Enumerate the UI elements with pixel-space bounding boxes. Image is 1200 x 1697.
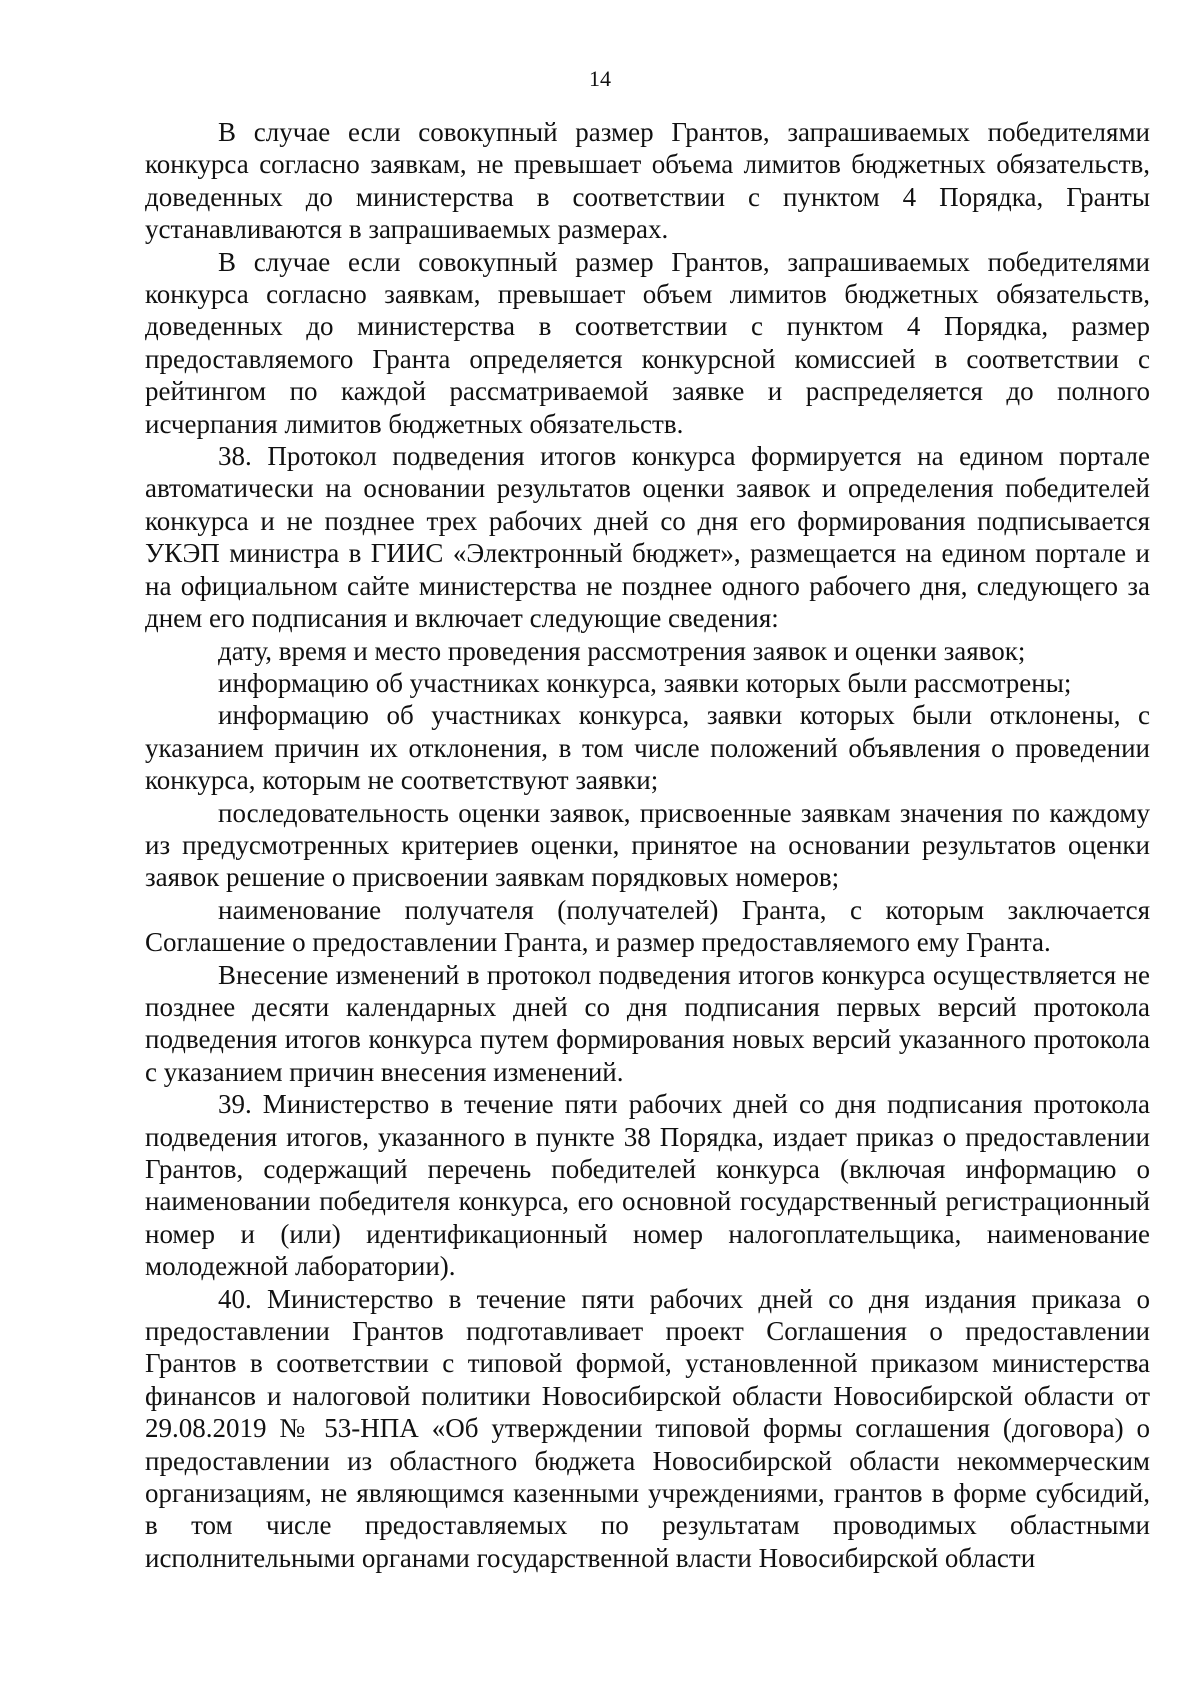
- paragraph: информацию об участниках конкурса, заявки которых были рассмотрены;: [218, 667, 1072, 698]
- document-body: [145, 116, 1150, 1574]
- paragraph: 38. Протокол подведения итогов конкурса формируется на едином портале автоматически на основании результатов оценки заявок и определения победителей конкурса и не позднее трех рабочих дней со дня его формирования подписывается УКЭП министра в ГИИС «Электронный бюджет», размещается на едином портале и на официальном сайте министерства не позднее одного рабочего дня, следующего за днем его подписания и включает следующие сведения:: [145, 441, 1150, 634]
- paragraph: В случае если совокупный размер Грантов, запрашиваемых победителями конкурса согласно заявкам, не превышает объема лимитов бюджетных обязательств, доведенных до министерства в соответствии с пунктом 4 Порядка, Гранты устанавливаются в запрашиваемых размерах.: [145, 117, 1150, 245]
- paragraph: 40. Министерство в течение пяти рабочих дней со дня издания приказа о предоставлении Грантов подготавливает проект Соглашения о предоставлении Грантов в соответствии с типовой формой, установленной приказом министерства финансов и налоговой политики Новосибирской области Новосибирской области от 29.08.2019 № 53-НПА «Об утверждении типовой формы соглашения (договора) о предоставлении из областного бюджета Новосибирской области некоммерческим организациям, не являющимся казенными учреждениями, грантов в форме субсидий, в том числе предоставляемых по результатам проводимых областными исполнительными органами государственной власти Новосибирской области: [145, 1283, 1150, 1573]
- paragraph: наименование получателя (получателей) Гранта, с которым заключается Соглашение о предоставлении Гранта, и размер предоставляемого ему Гранта.: [145, 894, 1150, 958]
- paragraph: дату, время и место проведения рассмотрения заявок и оценки заявок;: [218, 635, 1026, 666]
- page-number: 14: [589, 66, 611, 91]
- paragraph: Внесение изменений в протокол подведения итогов конкурса осуществляется не позднее десяти календарных дней со дня подписания первых версий протокола подведения итогов конкурса путем формирования новых версий указанного протокола с указанием причин внесения изменений.: [145, 959, 1150, 1087]
- paragraph: В случае если совокупный размер Грантов, запрашиваемых победителями конкурса согласно заявкам, превышает объем лимитов бюджетных обязательств, доведенных до министерства в соответствии с пунктом 4 Порядка, размер предоставляемого Гранта определяется конкурсной комиссией в соответствии с рейтингом по каждой рассматриваемой заявке и распределяется до полного исчерпания лимитов бюджетных обязательств.: [145, 246, 1150, 439]
- paragraph: 39. Министерство в течение пяти рабочих дней со дня подписания протокола подведения итогов, указанного в пункте 38 Порядка, издает приказ о предоставлении Грантов, содержащий перечень победителей конкурса (включая информацию о наименовании победителя конкурса, его основной государственный регистрационный номер и (или) идентификационный номер налогоплательщика, наименование молодежной лаборатории).: [145, 1089, 1150, 1282]
- paragraph: информацию об участниках конкурса, заявки которых были отклонены, с указанием причин их отклонения, в том числе положений объявления о проведении конкурса, которым не соответствуют заявки;: [145, 700, 1150, 796]
- paragraph: последовательность оценки заявок, присвоенные заявкам значения по каждому из предусмотренных критериев оценки, принятое на основании результатов оценки заявок решение о присвоении заявкам порядковых номеров;: [145, 797, 1150, 893]
